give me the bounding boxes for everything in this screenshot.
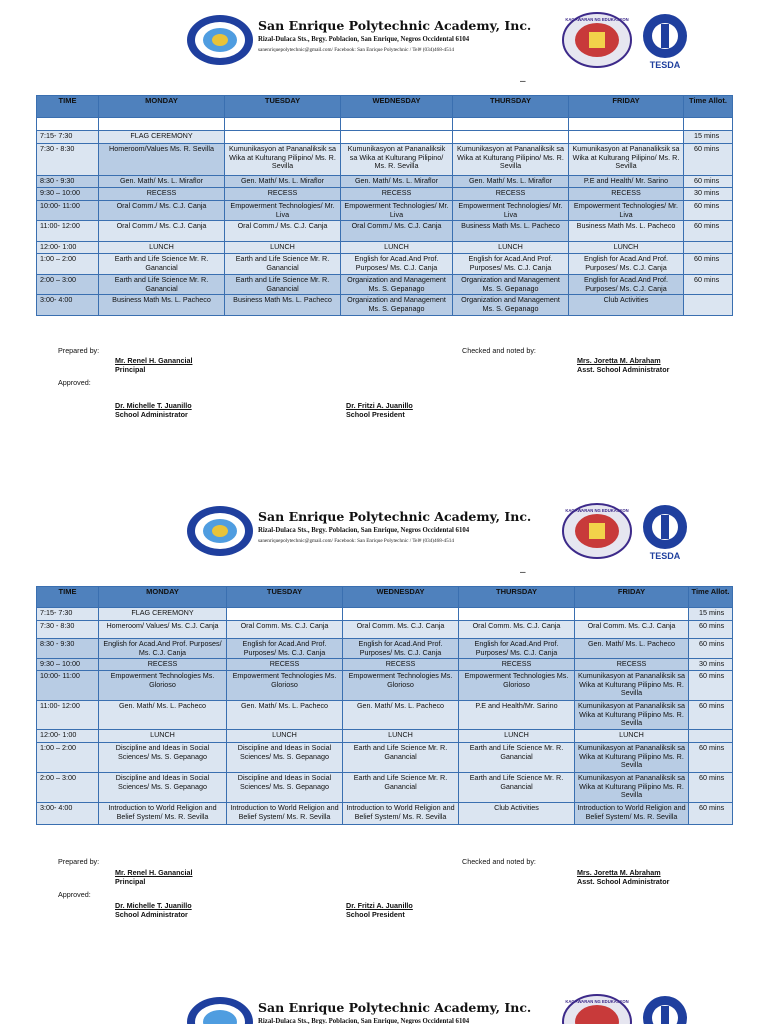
asst-admin-name: Mrs. Joretta M. Abraham bbox=[577, 356, 661, 365]
subject-cell: Gen. Math/ Ms. L. Pacheco bbox=[99, 701, 227, 730]
subject-cell: Oral Comm./ Ms. C.J. Canja bbox=[341, 221, 453, 242]
time-cell: 11:00- 12:00 bbox=[37, 701, 99, 730]
school-name: San Enrique Polytechnic Academy, Inc. bbox=[258, 509, 532, 524]
checked-label: Checked and noted by: bbox=[462, 346, 536, 355]
asst-admin-signature bbox=[577, 868, 669, 886]
schedule-table-2 bbox=[36, 586, 733, 825]
approved-label: Approved: bbox=[58, 378, 91, 387]
allot-cell: 60 mins bbox=[689, 701, 733, 730]
subject-cell: LUNCH bbox=[227, 730, 343, 743]
table-row bbox=[37, 671, 733, 701]
allot-cell: 60 mins bbox=[684, 221, 733, 242]
tesda-gear-icon bbox=[634, 501, 696, 561]
subject-cell: Empowerment Technologies/ Mr. Liva bbox=[453, 201, 569, 221]
subject-cell: LUNCH bbox=[99, 242, 225, 254]
subject-cell: Introduction to World Religion and Belief System/ Ms. R. Sevilla bbox=[99, 803, 227, 825]
checked-label: Checked and noted by: bbox=[462, 857, 536, 866]
deped-seal-icon bbox=[562, 994, 632, 1024]
subject-cell: Kumunikasyon at Pananaliksik sa Wika at Kulturang Pilipino Ms. R. Sevilla bbox=[575, 773, 689, 803]
subject-cell: Oral Comm. Ms. C.J. Canja bbox=[459, 621, 575, 639]
subject-cell bbox=[569, 131, 684, 144]
subject-cell: Organization and Management Ms. S. Gepanago bbox=[453, 295, 569, 316]
asst-admin-role: Asst. School Administrator bbox=[577, 365, 670, 374]
col-thursday: THURSDAY bbox=[459, 587, 575, 608]
time-cell: 7:30 - 8:30 bbox=[37, 144, 99, 176]
time-cell: 7:30 - 8:30 bbox=[37, 621, 99, 639]
subject-cell: Homeroom/ Values/ Ms. C.J. Canja bbox=[99, 621, 227, 639]
time-cell: 8:30 - 9:30 bbox=[37, 639, 99, 659]
col-monday: MONDAY bbox=[99, 96, 225, 118]
subject-cell: English for Acad.And Prof. Purposes/ Ms. C.J. Canja bbox=[99, 639, 227, 659]
col-tuesday: TUESDAY bbox=[225, 96, 341, 118]
subject-cell: Organization and Management Ms. S. Gepanago bbox=[453, 275, 569, 295]
time-cell bbox=[37, 118, 99, 131]
subject-cell: Oral Comm./ Ms. C.J. Canja bbox=[99, 201, 225, 221]
table-row bbox=[37, 242, 733, 254]
table-row bbox=[37, 773, 733, 803]
president-signature bbox=[346, 901, 413, 919]
col-wednesday: WEDNESDAY bbox=[341, 96, 453, 118]
subject-cell: Kumunikasyon at Pananaliksik sa Wika at Kulturang Pilipino Ms. R. Sevilla bbox=[575, 743, 689, 773]
subject-cell: Oral Comm./ Ms. C.J. Canja bbox=[99, 221, 225, 242]
subject-cell: Kumunikasyon at Pananaliksik sa Wika at Kulturang Pilipino Ms. R. Sevilla bbox=[575, 671, 689, 701]
approved-label: Approved: bbox=[58, 890, 91, 899]
asst-admin-role: Asst. School Administrator bbox=[577, 877, 670, 886]
subject-cell: Earth and Life Science Mr. R. Ganancial bbox=[459, 743, 575, 773]
subject-cell: Discipline and Ideas in Social Sciences/ Ms. S. Gepanago bbox=[227, 743, 343, 773]
subject-cell: RECESS bbox=[569, 188, 684, 201]
subject-cell: RECESS bbox=[459, 659, 575, 671]
school-contact: sanenriquepolytechnic@gmail.com/ Facebook: San Enrique Polytechnic / Tel# (034)468-4514 bbox=[258, 538, 454, 544]
time-cell: 9:30 – 10:00 bbox=[37, 659, 99, 671]
letterhead-1 bbox=[0, 6, 768, 72]
school-admin-name: Dr. Michelle T. Juanillo bbox=[115, 901, 192, 910]
subject-cell: Empowerment Technologies Ms. Glorioso bbox=[343, 671, 459, 701]
subject-cell bbox=[343, 608, 459, 621]
allot-cell: 60 mins bbox=[689, 671, 733, 701]
subject-cell: Introduction to World Religion and Belief System/ Ms. R. Sevilla bbox=[343, 803, 459, 825]
subject-cell: Earth and Life Science Mr. R. Ganancial bbox=[99, 254, 225, 275]
subject-cell: RECESS bbox=[99, 659, 227, 671]
subject-cell: Club Activities bbox=[569, 295, 684, 316]
subject-cell: Earth and Life Science Mr. R. Ganancial bbox=[99, 275, 225, 295]
allot-cell: 30 mins bbox=[684, 188, 733, 201]
school-admin-role: School Administrator bbox=[115, 910, 188, 919]
col-time: TIME bbox=[37, 587, 99, 608]
table-row bbox=[37, 201, 733, 221]
table-row bbox=[37, 730, 733, 743]
subject-cell: RECESS bbox=[227, 659, 343, 671]
subject-cell: Gen. Math/ Ms. L. Pacheco bbox=[343, 701, 459, 730]
asst-admin-name: Mrs. Joretta M. Abraham bbox=[577, 868, 661, 877]
allot-cell: 60 mins bbox=[689, 803, 733, 825]
subject-cell: LUNCH bbox=[453, 242, 569, 254]
subject-cell: Empowerment Technologies/ Mr. Liva bbox=[569, 201, 684, 221]
prepared-label: Prepared by: bbox=[58, 857, 100, 866]
subject-cell: English for Acad.And Prof. Purposes/ Ms. C.J. Canja bbox=[343, 639, 459, 659]
subject-cell: LUNCH bbox=[459, 730, 575, 743]
school-seal-icon bbox=[186, 14, 254, 66]
time-cell: 7:15- 7:30 bbox=[37, 608, 99, 621]
time-cell: 8:30 - 9:30 bbox=[37, 176, 99, 188]
subject-cell: Introduction to World Religion and Belief System/ Ms. R. Sevilla bbox=[575, 803, 689, 825]
allot-cell: 60 mins bbox=[684, 275, 733, 295]
school-contact: sanenriquepolytechnic@gmail.com/ Facebook: San Enrique Polytechnic / Tel# (034)468-4514 bbox=[258, 47, 454, 53]
president-role: School President bbox=[346, 910, 405, 919]
subject-cell: Gen. Math/ Ms. L. Miraflor bbox=[99, 176, 225, 188]
subject-cell: English for Acad.And Prof. Purposes/ Ms. C.J. Canja bbox=[227, 639, 343, 659]
subject-cell: P.E and Health/ Mr. Sarino bbox=[569, 176, 684, 188]
principal-role: Principal bbox=[115, 877, 146, 886]
tesda-label: TESDA bbox=[649, 551, 681, 561]
col-tuesday: TUESDAY bbox=[227, 587, 343, 608]
subject-cell bbox=[227, 608, 343, 621]
table-row bbox=[37, 275, 733, 295]
allot-cell: 15 mins bbox=[689, 608, 733, 621]
subject-cell: Business Math Ms. L. Pacheco bbox=[569, 221, 684, 242]
subject-cell: Oral Comm. Ms. C.J. Canja bbox=[575, 621, 689, 639]
subject-cell bbox=[453, 118, 569, 131]
letterhead-3 bbox=[0, 988, 768, 1024]
col-time-allot: Time Allot. bbox=[684, 96, 733, 118]
table-row bbox=[37, 743, 733, 773]
col-friday: FRIDAY bbox=[569, 96, 684, 118]
schedule-table-1 bbox=[36, 95, 733, 316]
subject-cell: LUNCH bbox=[343, 730, 459, 743]
time-cell: 11:00- 12:00 bbox=[37, 221, 99, 242]
school-seal-icon bbox=[186, 505, 254, 557]
principal-role: Principal bbox=[115, 365, 146, 374]
president-name: Dr. Fritzi A. Juanillo bbox=[346, 901, 413, 910]
subject-cell: Business Math Ms. L. Pacheco bbox=[225, 295, 341, 316]
deped-seal-icon bbox=[562, 503, 632, 559]
allot-cell: 60 mins bbox=[689, 639, 733, 659]
subject-cell: LUNCH bbox=[341, 242, 453, 254]
subject-cell: RECESS bbox=[575, 659, 689, 671]
subject-cell: Discipline and Ideas in Social Sciences/ Ms. S. Gepanago bbox=[99, 773, 227, 803]
col-friday: FRIDAY bbox=[575, 587, 689, 608]
allot-cell: 60 mins bbox=[689, 621, 733, 639]
subject-cell: Gen. Math/ Ms. L. Pacheco bbox=[575, 639, 689, 659]
table-row bbox=[37, 295, 733, 316]
subject-cell: Empowerment Technologies/ Mr. Liva bbox=[341, 201, 453, 221]
time-cell: 10:00- 11:00 bbox=[37, 671, 99, 701]
title-dash: – bbox=[520, 76, 526, 87]
letterhead-2 bbox=[0, 497, 768, 563]
subject-cell: Earth and Life Science Mr. R. Ganancial bbox=[225, 254, 341, 275]
deped-seal-text: KAGAWARAN NG EDUKASYON bbox=[565, 999, 629, 1004]
time-cell: 1:00 – 2:00 bbox=[37, 254, 99, 275]
allot-cell: 60 mins bbox=[689, 743, 733, 773]
allot-cell bbox=[684, 118, 733, 131]
subject-cell bbox=[341, 118, 453, 131]
subject-cell: Empowerment Technologies Ms. Glorioso bbox=[227, 671, 343, 701]
subject-cell: P.E and Health/Mr. Sarino bbox=[459, 701, 575, 730]
allot-cell: 60 mins bbox=[684, 176, 733, 188]
allot-cell: 60 mins bbox=[684, 144, 733, 176]
subject-cell: Gen. Math/ Ms. L. Miraflor bbox=[453, 176, 569, 188]
table-row bbox=[37, 188, 733, 201]
subject-cell: LUNCH bbox=[99, 730, 227, 743]
school-seal-icon bbox=[186, 996, 254, 1024]
deped-seal-icon bbox=[562, 12, 632, 68]
prepared-label: Prepared by: bbox=[58, 346, 100, 355]
table-row bbox=[37, 803, 733, 825]
table-header-row bbox=[37, 96, 733, 118]
allot-cell: 15 mins bbox=[684, 131, 733, 144]
subject-cell: English for Acad.And Prof. Purposes/ Ms. C.J. Canja bbox=[459, 639, 575, 659]
principal-name: Mr. Renel H. Ganancial bbox=[115, 868, 193, 877]
table-row bbox=[37, 659, 733, 671]
table-row bbox=[37, 254, 733, 275]
subject-cell bbox=[569, 118, 684, 131]
col-wednesday: WEDNESDAY bbox=[343, 587, 459, 608]
subject-cell bbox=[575, 608, 689, 621]
table-row bbox=[37, 639, 733, 659]
allot-cell bbox=[684, 242, 733, 254]
subject-cell: Club Activities bbox=[459, 803, 575, 825]
subject-cell: Empowerment Technologies Ms. Glorioso bbox=[459, 671, 575, 701]
subject-cell: Earth and Life Science Mr. R. Ganancial bbox=[343, 743, 459, 773]
subject-cell: Empowerment Technologies Ms. Glorioso bbox=[99, 671, 227, 701]
tesda-label: TESDA bbox=[649, 60, 681, 70]
subject-cell bbox=[99, 118, 225, 131]
table-row bbox=[37, 118, 733, 131]
table-row bbox=[37, 144, 733, 176]
subject-cell: Business Math Ms. L. Pacheco bbox=[453, 221, 569, 242]
subject-cell bbox=[459, 608, 575, 621]
asst-admin-signature bbox=[577, 356, 669, 374]
subject-cell: Business Math Ms. L. Pacheco bbox=[99, 295, 225, 316]
principal-signature bbox=[115, 868, 193, 886]
deped-seal-text: KAGAWARAN NG EDUKASYON bbox=[565, 508, 629, 513]
school-address: Rizal-Dulaca Sts., Brgy. Poblacion, San Enrique, Negros Occidental 6104 bbox=[258, 36, 470, 43]
subject-cell: RECESS bbox=[343, 659, 459, 671]
allot-cell: 60 mins bbox=[684, 254, 733, 275]
subject-cell: Introduction to World Religion and Belief System/ Ms. R. Sevilla bbox=[227, 803, 343, 825]
subject-cell: FLAG CEREMONY bbox=[99, 131, 225, 144]
school-admin-name: Dr. Michelle T. Juanillo bbox=[115, 401, 192, 410]
subject-cell: Kumunikasyon at Pananaliksik sa Wika at Kulturang Pilipino Ms. R. Sevilla bbox=[575, 701, 689, 730]
subject-cell: Organization and Management Ms. S. Gepanago bbox=[341, 275, 453, 295]
subject-cell: English for Acad.And Prof. Purposes/ Ms. C.J. Canja bbox=[569, 275, 684, 295]
school-admin-role: School Administrator bbox=[115, 410, 188, 419]
col-time: TIME bbox=[37, 96, 99, 118]
time-cell: 12:00- 1:00 bbox=[37, 730, 99, 743]
table-row bbox=[37, 701, 733, 730]
subject-cell: Kumunikasyon at Pananaliksik sa Wika at Kulturang Pilipino/ Ms. R. Sevilla bbox=[341, 144, 453, 176]
time-cell: 3:00- 4:00 bbox=[37, 803, 99, 825]
president-signature bbox=[346, 401, 413, 419]
time-cell: 2:00 – 3:00 bbox=[37, 275, 99, 295]
subject-cell: Gen. Math/ Ms. L. Pacheco bbox=[227, 701, 343, 730]
subject-cell: Earth and Life Science Mr. R. Ganancial bbox=[343, 773, 459, 803]
deped-seal-text: KAGAWARAN NG EDUKASYON bbox=[565, 17, 629, 22]
subject-cell: LUNCH bbox=[569, 242, 684, 254]
time-cell: 3:00- 4:00 bbox=[37, 295, 99, 316]
subject-cell: Empowerment Technologies/ Mr. Liva bbox=[225, 201, 341, 221]
table-header-row bbox=[37, 587, 733, 608]
subject-cell: English for Acad.And Prof. Purposes/ Ms. C.J. Canja bbox=[569, 254, 684, 275]
tesda-gear-icon bbox=[634, 10, 696, 70]
subject-cell: LUNCH bbox=[225, 242, 341, 254]
subject-cell: Oral Comm. Ms. C.J. Canja bbox=[343, 621, 459, 639]
subject-cell: Earth and Life Science Mr. R. Ganancial bbox=[225, 275, 341, 295]
table-row bbox=[37, 176, 733, 188]
subject-cell: English for Acad.And Prof. Purposes/ Ms. C.J. Canja bbox=[341, 254, 453, 275]
subject-cell: LUNCH bbox=[575, 730, 689, 743]
subject-cell: Oral Comm. Ms. C.J. Canja bbox=[227, 621, 343, 639]
subject-cell: Homeroom/Values Ms. R. Sevilla bbox=[99, 144, 225, 176]
president-role: School President bbox=[346, 410, 405, 419]
time-cell: 12:00- 1:00 bbox=[37, 242, 99, 254]
school-admin-signature bbox=[115, 401, 192, 419]
col-thursday: THURSDAY bbox=[453, 96, 569, 118]
title-dash: – bbox=[520, 567, 526, 578]
school-admin-signature bbox=[115, 901, 192, 919]
subject-cell bbox=[341, 131, 453, 144]
table-row bbox=[37, 608, 733, 621]
allot-cell bbox=[684, 295, 733, 316]
time-cell: 1:00 – 2:00 bbox=[37, 743, 99, 773]
subject-cell: RECESS bbox=[453, 188, 569, 201]
time-cell: 7:15- 7:30 bbox=[37, 131, 99, 144]
school-address: Rizal-Dulaca Sts., Brgy. Poblacion, San Enrique, Negros Occidental 6104 bbox=[258, 1018, 470, 1024]
table-row bbox=[37, 221, 733, 242]
subject-cell: Kumunikasyon at Pananaliksik sa Wika at Kulturang Pilipino/ Ms. R. Sevilla bbox=[225, 144, 341, 176]
subject-cell bbox=[225, 131, 341, 144]
subject-cell: Kumunikasyon at Pananaliksik sa Wika at Kulturang Pilipino/ Ms. R. Sevilla bbox=[453, 144, 569, 176]
allot-cell: 60 mins bbox=[684, 201, 733, 221]
school-name: San Enrique Polytechnic Academy, Inc. bbox=[258, 1000, 532, 1015]
principal-name: Mr. Renel H. Ganancial bbox=[115, 356, 193, 365]
school-address: Rizal-Dulaca Sts., Brgy. Poblacion, San Enrique, Negros Occidental 6104 bbox=[258, 527, 470, 534]
allot-cell: 60 mins bbox=[689, 773, 733, 803]
allot-cell bbox=[689, 730, 733, 743]
subject-cell: RECESS bbox=[99, 188, 225, 201]
subject-cell: Discipline and Ideas in Social Sciences/ Ms. S. Gepanago bbox=[99, 743, 227, 773]
subject-cell bbox=[453, 131, 569, 144]
table-row bbox=[37, 131, 733, 144]
tesda-gear-icon bbox=[634, 992, 696, 1024]
president-name: Dr. Fritzi A. Juanillo bbox=[346, 401, 413, 410]
school-name: San Enrique Polytechnic Academy, Inc. bbox=[258, 18, 532, 33]
subject-cell: Gen. Math/ Ms. L. Miraflor bbox=[225, 176, 341, 188]
subject-cell: Earth and Life Science Mr. R. Ganancial bbox=[459, 773, 575, 803]
col-monday: MONDAY bbox=[99, 587, 227, 608]
subject-cell: RECESS bbox=[225, 188, 341, 201]
table-row bbox=[37, 621, 733, 639]
time-cell: 10:00- 11:00 bbox=[37, 201, 99, 221]
subject-cell: Kumunikasyon at Pananaliksik sa Wika at Kulturang Pilipino/ Ms. R. Sevilla bbox=[569, 144, 684, 176]
allot-cell: 30 mins bbox=[689, 659, 733, 671]
subject-cell: Organization and Management Ms. S. Gepanago bbox=[341, 295, 453, 316]
subject-cell: Gen. Math/ Ms. L. Miraflor bbox=[341, 176, 453, 188]
time-cell: 2:00 – 3:00 bbox=[37, 773, 99, 803]
time-cell: 9:30 – 10:00 bbox=[37, 188, 99, 201]
subject-cell: Discipline and Ideas in Social Sciences/ Ms. S. Gepanago bbox=[227, 773, 343, 803]
col-time-allot: Time Allot. bbox=[689, 587, 733, 608]
principal-signature bbox=[115, 356, 193, 374]
subject-cell bbox=[225, 118, 341, 131]
subject-cell: RECESS bbox=[341, 188, 453, 201]
subject-cell: Oral Comm./ Ms. C.J. Canja bbox=[225, 221, 341, 242]
subject-cell: English for Acad.And Prof. Purposes/ Ms. C.J. Canja bbox=[453, 254, 569, 275]
subject-cell: FLAG CEREMONY bbox=[99, 608, 227, 621]
